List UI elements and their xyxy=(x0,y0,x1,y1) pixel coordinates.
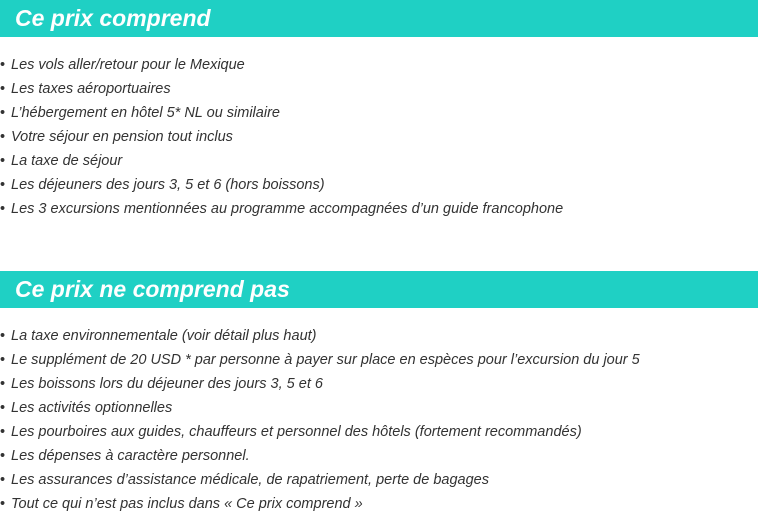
list-item xyxy=(0,173,563,197)
bullet-icon: • xyxy=(0,105,6,121)
bullet-icon: • xyxy=(0,376,6,392)
list-item-text: La taxe environnementale (voir détail plus haut) xyxy=(11,328,317,344)
list-item xyxy=(0,324,640,348)
list-item xyxy=(0,492,640,516)
list-item-text: Les 3 excursions mentionnées au programme accompagnées d’un guide francophone xyxy=(11,201,564,217)
list-item xyxy=(0,396,640,420)
bullet-icon: • xyxy=(0,129,6,145)
section-title-included: Ce prix comprend xyxy=(0,0,758,37)
bullet-icon: • xyxy=(0,448,6,464)
list-item xyxy=(0,53,563,77)
bullet-icon: • xyxy=(0,400,6,416)
bullet-icon: • xyxy=(0,201,6,217)
list-item xyxy=(0,420,640,444)
list-item-text: La taxe de séjour xyxy=(11,153,123,169)
list-item xyxy=(0,444,640,468)
bullet-icon: • xyxy=(0,472,6,488)
list-item xyxy=(0,372,640,396)
bullet-icon: • xyxy=(0,424,6,440)
list-item xyxy=(0,197,563,221)
list-item xyxy=(0,149,563,173)
list-item xyxy=(0,77,563,101)
list-item-text: Tout ce qui n’est pas inclus dans « Ce prix comprend » xyxy=(11,496,363,512)
bullet-icon: • xyxy=(0,153,6,169)
list-item xyxy=(0,101,563,125)
bullet-icon: • xyxy=(0,352,6,368)
list-item xyxy=(0,348,640,372)
bullet-icon: • xyxy=(0,177,6,193)
list-item xyxy=(0,468,640,492)
list-item-text: Le supplément de 20 USD * par personne à payer sur place en espèces pour l’excursion du jour 5 xyxy=(11,352,640,368)
bullet-icon: • xyxy=(0,496,6,512)
list-item-text: Votre séjour en pension tout inclus xyxy=(11,129,233,145)
bullet-icon: • xyxy=(0,81,6,97)
bullet-icon: • xyxy=(0,328,6,344)
list-item-text: Les déjeuners des jours 3, 5 et 6 (hors boissons) xyxy=(11,177,325,193)
list-item-text: Les dépenses à caractère personnel. xyxy=(11,448,250,464)
list-item-text: Les taxes aéroportuaires xyxy=(11,81,171,97)
bullet-icon: • xyxy=(0,57,6,73)
list-item-text: Les assurances d’assistance médicale, de rapatriement, perte de bagages xyxy=(11,472,489,488)
list-item-text: L’hébergement en hôtel 5* NL ou similaire xyxy=(11,105,280,121)
section-title-not-included: Ce prix ne comprend pas xyxy=(0,271,758,308)
list-item-text: Les vols aller/retour pour le Mexique xyxy=(11,57,245,73)
list-item-text: Les boissons lors du déjeuner des jours 3, 5 et 6 xyxy=(11,376,323,392)
not-included-list xyxy=(0,324,640,516)
included-list xyxy=(0,53,563,221)
list-item-text: Les activités optionnelles xyxy=(11,400,173,416)
list-item xyxy=(0,125,563,149)
list-item-text: Les pourboires aux guides, chauffeurs et personnel des hôtels (fortement recommandés) xyxy=(11,424,582,440)
